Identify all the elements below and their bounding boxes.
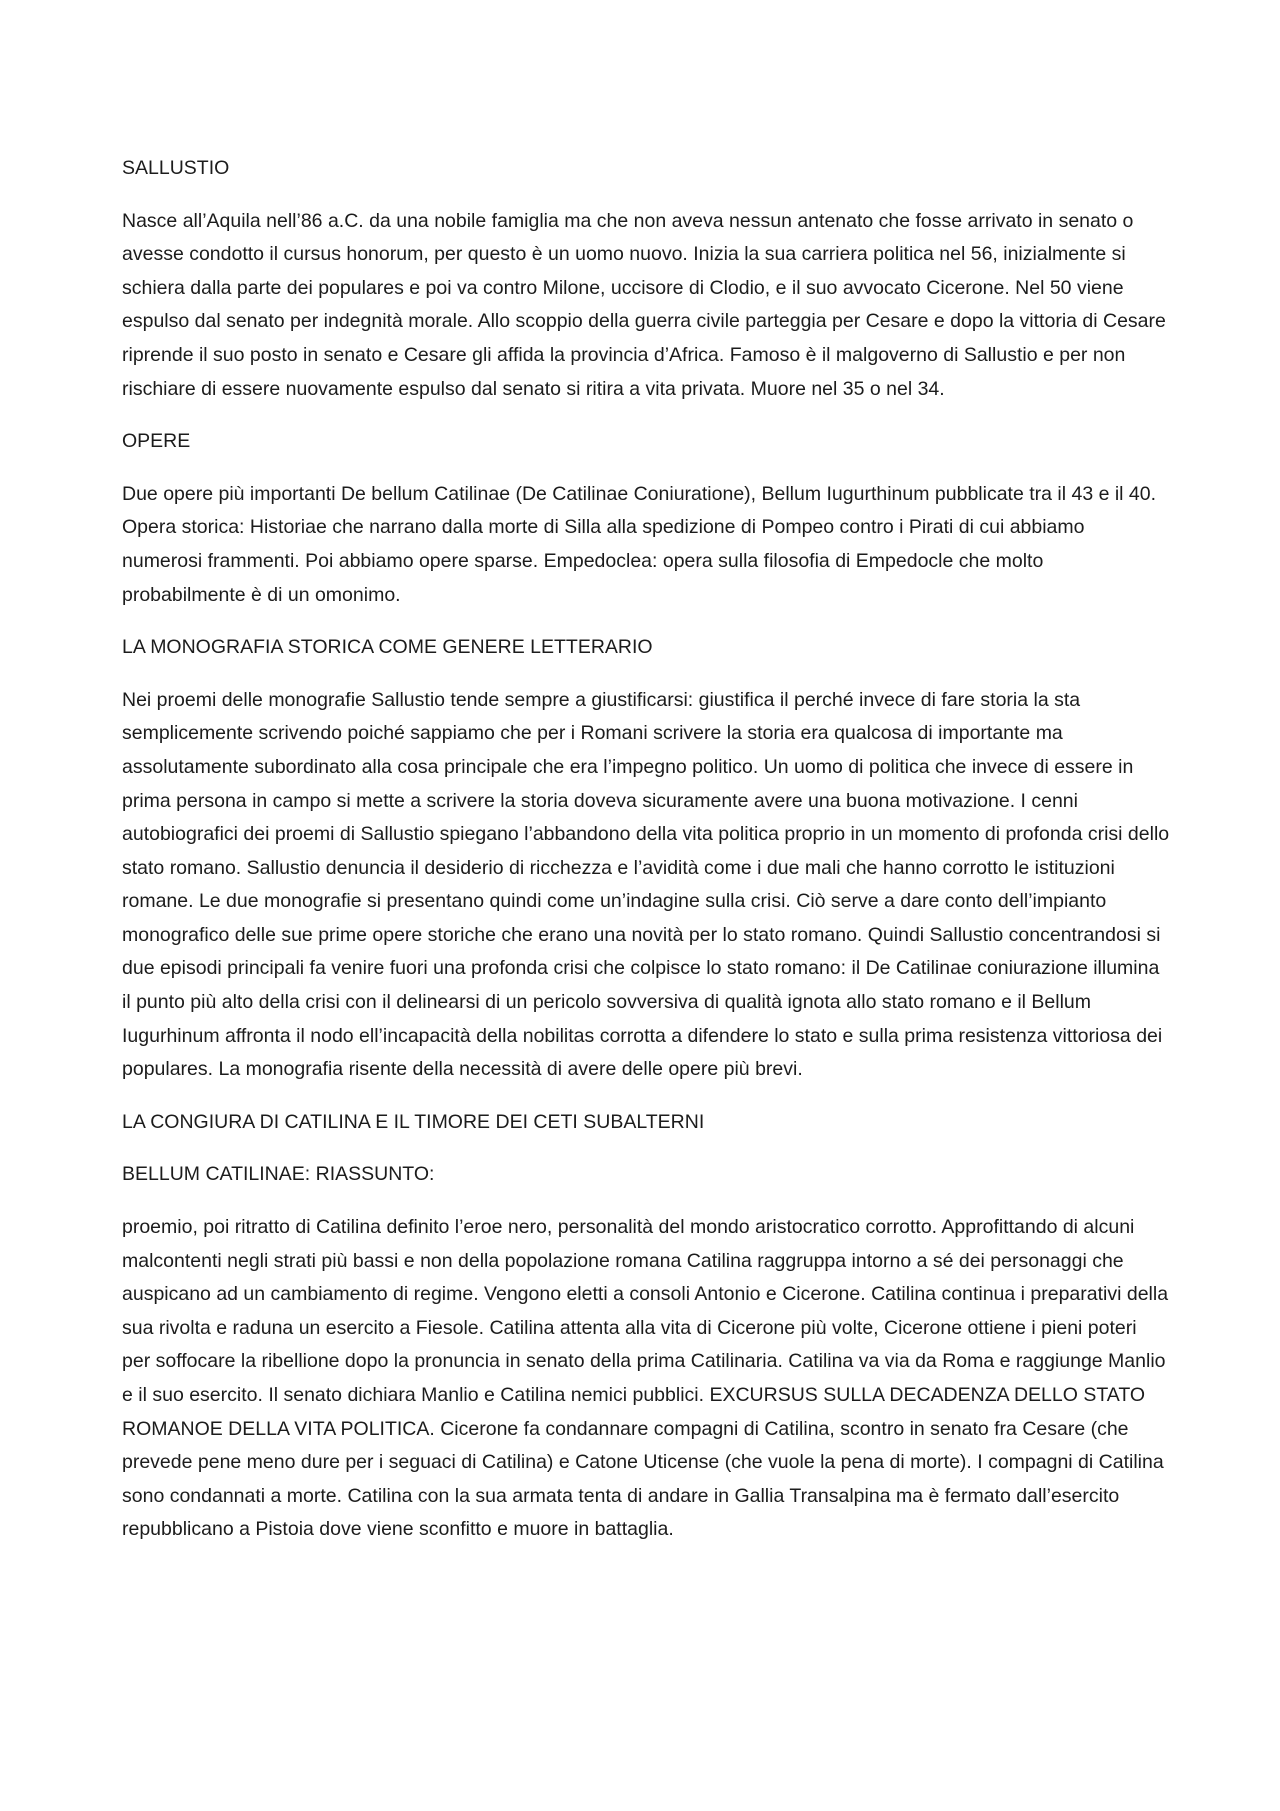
heading-monografia: LA MONOGRAFIA STORICA COME GENERE LETTERARIO <box>122 636 653 659</box>
heading-opere: OPERE <box>122 430 191 453</box>
document-page <box>122 152 1170 1566</box>
paragraph-opere: Due opere più importanti De bellum Catilinae (De Catilinae Coniuratione), Bellum Iugurthinum pubblicate tra il 43 e il 40. Opera storica: Historiae che narrano dalla morte di Silla alla spedizione di Pompeo contro i Pirati di cui abbiamo numerosi frammenti. Poi abbiamo opere sparse. Empedoclea: opera sulla filosofia di Empedocle che molto probabilmente è di un omonimo. <box>122 482 1157 606</box>
paragraph-riassunto: proemio, poi ritratto di Catilina definito l’eroe nero, personalità del mondo aristocratico corrotto. Approfittando di alcuni malcontenti negli strati più bassi e non della popolazione romana Catilina raggruppa intorno a sé dei personaggi che auspicano ad un cambiamento di regime. Vengono eletti a consoli Antonio e Cicerone. Catilina continua i preparativi della sua rivolta e raduna un esercito a Fiesole. Catilina attenta alla vita di Cicerone più volte, Cicerone ottiene i pieni poteri per soffocare la ribellione dopo la pronuncia in senato della prima Catilinaria. Catilina va via da Roma e raggiunge Manlio e il suo esercito. Il senato dichiara Manlio e Catilina nemici pubblici. EXCURSUS SULLA DECADENZA DELLO STATO ROMANOE DELLA VITA POLITICA. Cicerone fa condannare compagni di Catilina, scontro in senato fra Cesare (che prevede pene meno dure per i seguaci di Catilina) e Catone Uticense (che vuole la pena di morte). I compagni di Catilina sono condannati a morte. Catilina con la sua armata tenta di andare in Gallia Transalpina ma è fermato dall’esercito repubblicano a Pistoia dove viene sconfitto e muore in battaglia. <box>122 1216 1169 1541</box>
heading-congiura: LA CONGIURA DI CATILINA E IL TIMORE DEI CETI SUBALTERNI <box>122 1110 705 1133</box>
heading-sallustio: SALLUSTIO <box>122 157 230 179</box>
paragraph-bio: Nasce all’Aquila nell’86 a.C. da una nobile famiglia ma che non aveva nessun antenato che fosse arrivato in senato o avesse condotto il cursus honorum, per questo è un uomo nuovo. Inizia la sua carriera politica nel 56, inizialmente si schiera dalla parte dei populares e poi va contro Milone, uccisore di Clodio, e il suo avvocato Cicerone. Nel 50 viene espulso dal senato per indegnità morale. Allo scoppio della guerra civile parteggia per Cesare e dopo la vittoria di Cesare riprende il suo posto in senato e Cesare gli affida la provincia d’Africa. Famoso è il malgoverno di Sallustio e per non rischiare di essere nuovamente espulso dal senato si ritira a vita privata. Muore nel 35 o nel 34. <box>122 209 1166 400</box>
paragraph-monografia: Nei proemi delle monografie Sallustio tende sempre a giustificarsi: giustifica il perché invece di fare storia la sta semplicemente scrivendo poiché sappiamo che per i Romani scrivere la storia era qualcosa di importante ma assolutamente subordinato alla cosa principale che era l’impegno politico. Un uomo di politica che invece di essere in prima persona in campo si mette a scrivere la storia doveva sicuramente avere una buona motivazione. I cenni autobiografici dei proemi di Sallustio spiegano l’abbandono della vita politica proprio in un momento di profonda crisi dello stato romano. Sallustio denuncia il desiderio di ricchezza e l’avidità come i due mali che hanno corrotto le istituzioni romane. Le due monografie si presentano quindi come un’indagine sulla crisi. Ciò serve a dare conto dell’impianto monografico delle sue prime opere storiche che erano una novità per lo stato romano. Quindi Sallustio concentrandosi si due episodi principali fa venire fuori una profonda crisi che colpisce lo stato romano: il De Catilinae coniurazione illumina il punto più alto della crisi con il delinearsi di un pericolo sovversiva di qualità ignota allo stato romano e il Bellum Iugurhinum affronta il nodo ell’incapacità della nobilitas corrotta a difendere lo stato e sulla prima resistenza vittoriosa dei populares. La monografia risente della necessità di avere delle opere più brevi. <box>122 688 1170 1081</box>
heading-riassunto: BELLUM CATILINAE: RIASSUNTO: <box>122 1163 435 1186</box>
